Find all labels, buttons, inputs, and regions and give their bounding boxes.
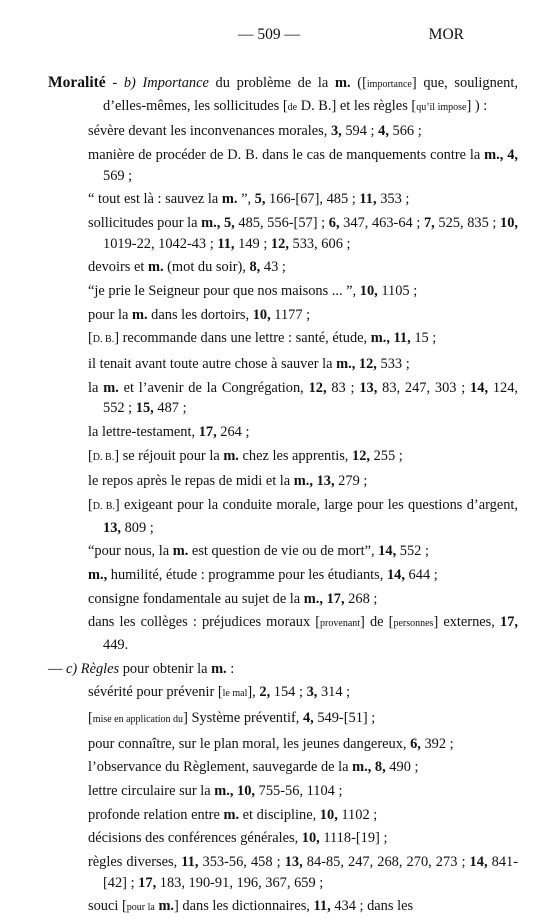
index-entry: sévérité pour prévenir [le mal], 2, 154 ; 3, 314 ;	[88, 684, 351, 701]
index-entry: le repos après le repas de midi et la m., 13, 279 ;	[88, 473, 368, 490]
page-number: — 509 —	[238, 26, 300, 43]
index-entry: sollicitudes pour la m., 5, 485, 556-[57] ; 6, 347, 463-64 ; 7, 525, 835 ; 10, 1019-22, 1042-43 ; 11, 149 ; 12, 533, 606 ;	[88, 214, 519, 252]
index-entry: l’observance du Règlement, sauvegarde de la m., 8, 490 ;	[88, 759, 419, 776]
index-entry: consigne fondamentale au sujet de la m., 17, 268 ;	[88, 590, 378, 607]
index-entry: lettre circulaire sur la m., 10, 755-56, 1104 ;	[88, 783, 343, 800]
running-head: MOR	[428, 26, 464, 43]
index-entry: profonde relation entre m. et discipline, 10, 1102 ;	[88, 806, 378, 823]
index-entry: la lettre-testament, 17, 264 ;	[88, 423, 250, 440]
index-entry: il tenait avant toute autre chose à sauver la m., 12, 533 ;	[88, 355, 410, 372]
index-entry: [D. B.] se réjouit pour la m. chez les apprentis, 12, 255 ;	[88, 447, 403, 464]
subsection-heading: — c) Règles pour obtenir la m. :	[48, 660, 235, 677]
index-body	[48, 73, 518, 922]
index-entry: “pour nous, la m. est question de vie ou de mort”, 14, 552 ;	[88, 543, 429, 560]
index-entry: pour la m. dans les dortoirs, 10, 1177 ;	[88, 306, 311, 323]
index-entry: devoirs et m. (mot du soir), 8, 43 ;	[88, 259, 286, 276]
index-entry: décisions des conférences générales, 10, 1118-[19] ;	[88, 830, 388, 847]
index-entry: manière de procéder de D. B. dans le cas de manquements contre la m., 4, 569 ;	[88, 146, 518, 184]
index-entry: la m. et l’avenir de la Congrégation, 12, 83 ; 13, 83, 247, 303 ; 14, 124, 552 ; 15, 487 ;	[88, 379, 519, 417]
index-entry: souci [pour la m.] dans les dictionnaires, 11, 434 ; dans les	[88, 898, 414, 915]
entry-heading: Moralité - b) Importance du problème de la m. ([importance] que, soulignent, d’elles-mêmes, les sollicitudes [de D. B.] et les règles [qu’il impose] ) :	[48, 74, 518, 114]
index-entry: [D. B.] recommande dans une lettre : santé, étude, m., 11, 15 ;	[88, 330, 437, 347]
index-entry: m., humilité, étude : programme pour les étudiants, 14, 644 ;	[88, 566, 438, 583]
index-entry: “je prie le Seigneur pour que nos maisons ... ”, 10, 1105 ;	[88, 282, 418, 299]
index-entry: sévère devant les inconvenances morales, 3, 594 ; 4, 566 ;	[88, 123, 422, 140]
page-header	[0, 26, 538, 46]
index-entry: “ tout est là : sauvez la m. ”, 5, 166-[67], 485 ; 11, 353 ;	[88, 191, 410, 208]
index-entry: règles diverses, 11, 353-56, 458 ; 13, 84-85, 247, 268, 270, 273 ; 14, 841-[42] ; 17, 183, 190-91, 196, 367, 659 ;	[88, 854, 518, 891]
index-entry: pour connaître, sur le plan moral, les jeunes dangereux, 6, 392 ;	[88, 735, 454, 752]
index-entry: [mise en application du] Système préventif, 4, 549-[51] ;	[88, 710, 376, 726]
index-entry: dans les collèges : préjudices moraux [provenant] de [personnes] externes, 17, 449.	[88, 614, 518, 653]
index-entry: [D. B.] exigeant pour la conduite morale, large pour les questions d’argent, 13, 809 ;	[88, 497, 518, 536]
